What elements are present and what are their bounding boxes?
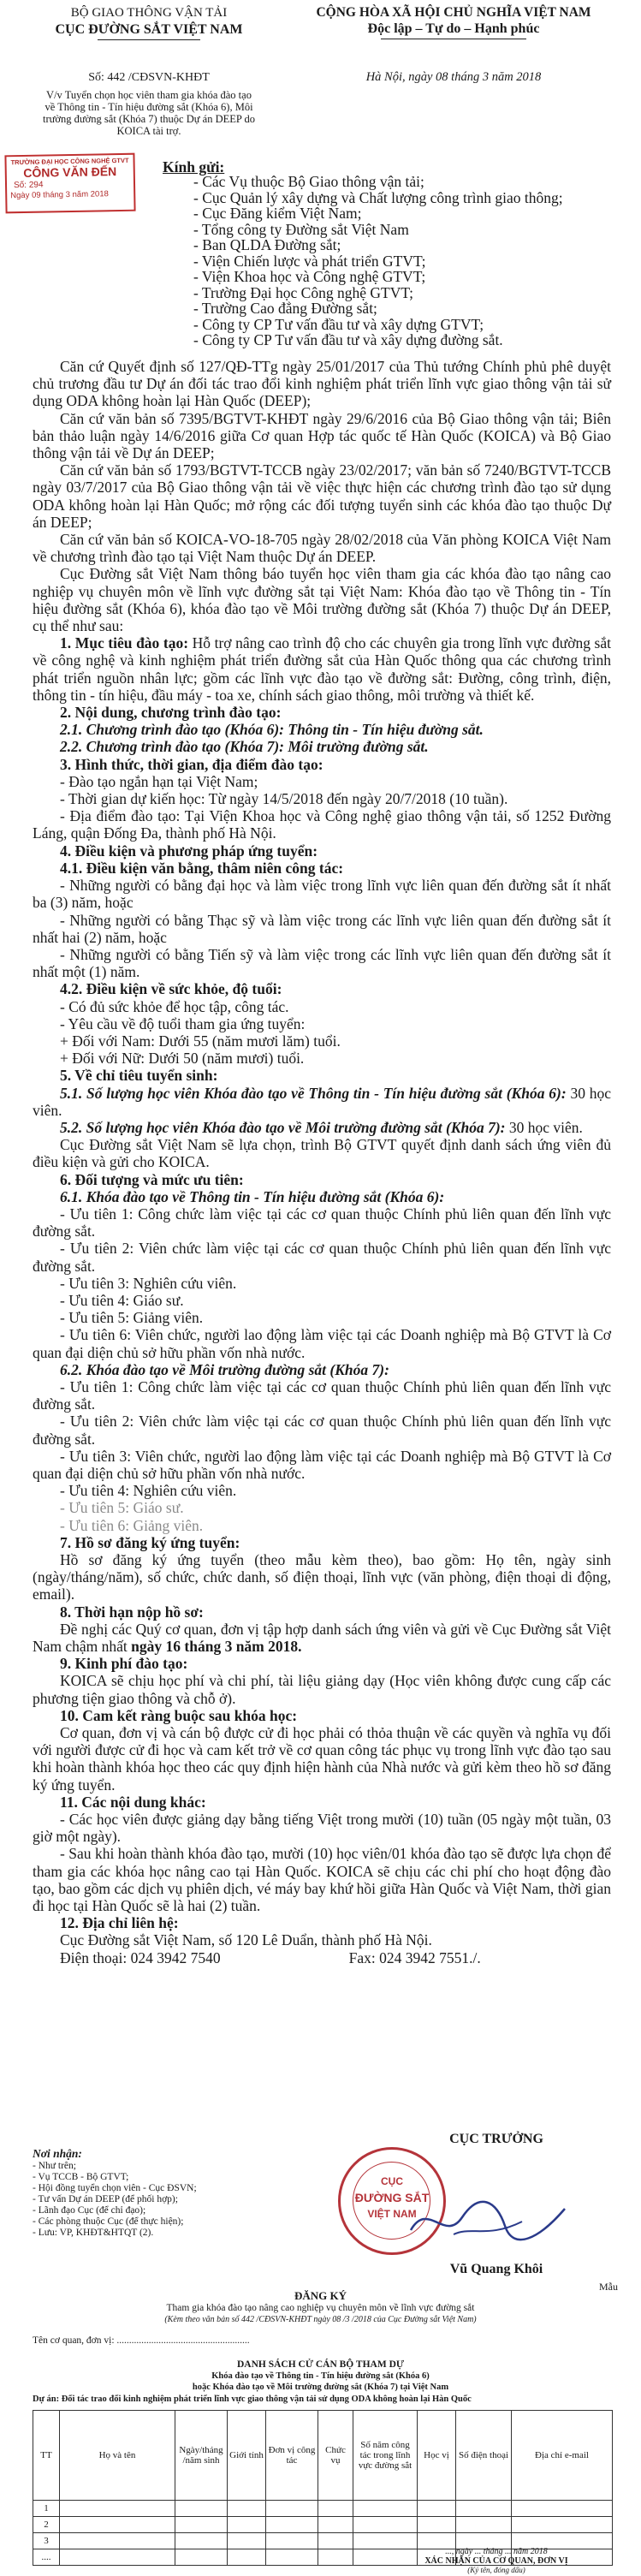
recipient-item: - Trường Cao đẳng Đường sắt; xyxy=(193,300,377,317)
row-number: 1 xyxy=(33,2501,60,2517)
column-header: Đơn vị công tác xyxy=(266,2411,318,2501)
basis-paragraph: Căn cứ Quyết định số 127/QĐ-TTg ngày 25/01/2017 của Thủ tướng Chính phủ phê duyệt chủ trương đầu tư Dự án đối tác trao đổi kinh nghiệm phát triển lĩnh vực giao thông vận tải sử dụng ODA không hoàn lại Hàn Quốc (DEEP); xyxy=(33,358,611,410)
priority-item: - Ưu tiên 1: Công chức làm việc tại các cơ quan thuộc Chính phủ liên quan đến lĩnh vực đường sắt. xyxy=(33,1205,611,1240)
form-date-line: ..., ngày ... tháng ... năm 2018 xyxy=(445,2547,548,2556)
row-number: 2 xyxy=(33,2517,60,2533)
noi-nhan-item: - Tư vấn Dự án DEEP (để phối hợp); xyxy=(33,2194,178,2204)
column-header: TT xyxy=(33,2411,60,2501)
noi-nhan-label: Nơi nhận: xyxy=(33,2147,82,2160)
national-motto: Độc lập – Tự do – Hạnh phúc xyxy=(367,21,540,36)
project-name: Dự án: Đối tác trao đổi kinh nghiệm phát triển lĩnh vực giao thông vận tải sử dụng ODA không hoàn lại Hàn Quốc xyxy=(33,2395,472,2404)
signature-image xyxy=(402,2192,573,2252)
priority-item: - Ưu tiên 2: Viên chức làm việc tại các cơ quan thuộc Chính phủ liên quan đến lĩnh vực đường sắt. xyxy=(33,1240,611,1275)
recipient-item: - Tổng công ty Đường sắt Việt Nam xyxy=(193,220,409,238)
document-subject-text: V/v Tuyển chọn học viên tham gia khóa đào tạo về Thông tin - Tín hiệu đường sắt (Khóa 6), Môi trường đường sắt (Khóa 7) thuộc Dự án DEEP do KOICA tài trợ. xyxy=(43,89,255,137)
section-item: - Đào tạo ngắn hạn tại Việt Nam; xyxy=(60,772,258,790)
recipient-item: - Cục Đăng kiểm Việt Nam; xyxy=(193,205,362,222)
basis-paragraph: Căn cứ văn bản số KOICA-VO-18-705 ngày 28/02/2018 của Văn phòng KOICA Việt Nam về chương trình đào tạo tại Việt Nam thuộc Dự án DEEP. xyxy=(33,531,611,566)
noi-nhan-item: - Như trên; xyxy=(33,2161,76,2171)
section-item: - Những người có bằng Tiến sỹ và làm việc trong các lĩnh vực liên quan đến đường sắt ít nhất một (1) năm. xyxy=(33,945,611,981)
noi-nhan-item: - Lưu: VP, KHĐT&HTQT (2). xyxy=(33,2228,154,2238)
seal-middle-text: ĐƯỜNG SẮT xyxy=(354,2191,430,2204)
basis-paragraph: Căn cứ văn bản số 1793/BGTVT-TCCB ngày 23/02/2017; văn bản số 7240/BGTVT-TCCB ngày 03/7/2017 của Bộ Giao thông vận tải về việc thực hiện các chương trình đào tạo sử dụng ODA không hoàn lại Hàn Quốc; mở rộng các đối tượng tuyển sinh các khóa đào tạo thuộc Dự án DEEP; xyxy=(33,461,611,531)
recipient-item: - Các Vụ thuộc Bộ Giao thông vận tải; xyxy=(193,173,424,190)
noi-nhan-item: - Các phòng thuộc Cục (để thực hiện); xyxy=(33,2216,184,2227)
deadline-text: Đề nghị các Quý cơ quan, đơn vị tập hợp danh sách ứng viên và gửi về Cục Đường sắt Việt Nam chậm nhất xyxy=(33,1620,611,1656)
form-label: Mẫu xyxy=(599,2281,618,2293)
column-header: Địa chỉ e-mail xyxy=(512,2411,613,2501)
stamp-date: Ngày 09 tháng 3 năm 2018 xyxy=(10,189,109,201)
section-item: + Đối với Nữ: Dưới 50 (năm mươi) tuổi. xyxy=(60,1050,305,1068)
section-item: + Đối với Nam: Dưới 55 (năm mươi lăm) tuổi. xyxy=(60,1032,341,1050)
subsection-title: 2.1. Chương trình đào tạo (Khóa 6): Thông tin - Tín hiệu đường sắt. xyxy=(60,721,484,739)
quota-item xyxy=(33,1085,611,1119)
contact-phones xyxy=(33,1949,611,1966)
form-confirm-sub: (Ký tên, đóng dấu) xyxy=(467,2566,525,2574)
section-item: - Những người có bằng Thạc sỹ và làm việc trong các lĩnh vực liên quan đến đường sắt ít nhất hai (2) năm, hoặc xyxy=(33,911,611,946)
section-title: 11. Các nội dung khác: xyxy=(60,1793,206,1811)
subsection-title: 4.1. Điều kiện văn bằng, thâm niên công tác: xyxy=(60,859,344,877)
section-item: - Địa điểm đào tạo: Tại Viện Khoa học và Công nghệ giao thông vận tải, số 1252 Đường Láng, quận Đống Đa, thành phố Hà Nội. xyxy=(33,807,611,842)
section-title: 7. Hồ sơ đăng ký ứng tuyển: xyxy=(60,1533,240,1551)
recipient-item: - Công ty CP Tư vấn đầu tư và xây dựng GTVT; xyxy=(193,315,484,333)
document-date: Hà Nội, ngày 08 tháng 3 năm 2018 xyxy=(365,70,542,84)
table-row xyxy=(33,2517,613,2533)
priority-item: - Ưu tiên 6: Viên chức, người lao động làm việc tại các Doanh nghiệp mà Bộ GTVT là Cơ quan đại diện chủ sở hữu phần vốn nhà nước. xyxy=(33,1326,611,1361)
subsection-title: 6.2. Khóa đào tạo về Môi trường đường sắt (Khóa 7): xyxy=(60,1360,389,1378)
noi-nhan-item: - Vụ TCCB - Bộ GTVT; xyxy=(33,2172,129,2182)
recipient-item: - Cục Quản lý xây dựng và Chất lượng công trình giao thông; xyxy=(193,188,563,206)
contact-phone: Điện thoại: 024 3942 7540 xyxy=(60,1948,221,1966)
seal-bottom-text: VIỆT NAM xyxy=(367,2208,417,2220)
form-subtitle: Tham gia khóa đào tạo nâng cao nghiệp vụ chuyên môn về lĩnh vực đường sắt xyxy=(166,2303,475,2313)
contact-address: Cục Đường sắt Việt Nam, số 120 Lê Duẩn, thành phố Hà Nội. xyxy=(60,1931,432,1949)
section-item: - Những người có bằng đại học và làm việc trong lĩnh vực liên quan đến đường sắt ít nhất ba (3) năm, hoặc xyxy=(33,877,611,912)
agency-name: CỤC ĐƯỜNG SẮT VIỆT NAM xyxy=(55,22,243,37)
contact-fax: Fax: 024 3942 7551./. xyxy=(348,1948,481,1966)
header-left xyxy=(21,5,277,137)
participant-list-subtitle: hoặc Khóa đào tạo về Môi trường đường sắt (Khóa 7) tại Việt Nam xyxy=(192,2383,449,2392)
section-title: 3. Hình thức, thời gian, địa điểm đào tạo: xyxy=(60,755,323,773)
column-header: Chức vụ xyxy=(318,2411,353,2501)
recipients-label: Kính gửi: xyxy=(163,158,225,176)
seal-top-text: CỤC xyxy=(381,2175,403,2187)
subsection-title: 6.1. Khóa đào tạo về Thông tin - Tín hiệu đường sắt (Khóa 6): xyxy=(60,1187,445,1205)
recipient-item: - Viện Chiến lược và phát triển GTVT; xyxy=(193,252,426,270)
ministry-name: BỘ GIAO THÔNG VẬN TẢI xyxy=(70,6,228,20)
country-name: CỘNG HÒA XÃ HỘI CHỦ NGHĨA VIỆT NAM xyxy=(316,5,591,20)
registration-table xyxy=(33,2410,613,2566)
priority-item: - Ưu tiên 2: Viên chức làm việc tại các cơ quan thuộc Chính phủ liên quan đến lĩnh vực đường sắt. xyxy=(33,1413,611,1448)
section-item: - Các học viên được giảng dạy bằng tiếng Việt trong mười (10) tuần (05 ngày một tuần, 03 giờ một ngày). xyxy=(33,1811,611,1846)
deadline-paragraph xyxy=(33,1621,611,1655)
section-item: KOICA sẽ chịu học phí và chi phí, tài liệu giảng dạy (Học viên không được cung cấp các phương tiện giao thông và chỗ ở). xyxy=(33,1672,611,1707)
document-number: Số: 442 /CĐSVN-KHĐT xyxy=(88,71,210,84)
section-item: - Có đủ sức khỏe để học tập, công tác. xyxy=(60,997,289,1015)
section-text: Hỗ trợ nâng cao trình độ cho các chuyên gia trong lĩnh vực đường sắt về công nghệ và kinh nghiệm phát triển đường sắt của Hàn Quốc thông qua các chương trình phát triển nguồn nhân lực; gồm các lĩnh vực đào tạo về đường sắt: Đường, công trình, điện, thông tin - tín hiệu, đầu máy - toa xe, chính sách giao thông, môi trường và thiết kế. xyxy=(33,634,611,704)
header-left-rule xyxy=(98,39,200,40)
section-title: 4. Điều kiện và phương pháp ứng tuyển: xyxy=(60,842,318,860)
section-title: 6. Đối tượng và mức ưu tiên: xyxy=(60,1170,244,1188)
deadline-date: ngày 16 tháng 3 năm 2018. xyxy=(131,1638,302,1656)
participant-list-title: DANH SÁCH CỬ CÁN BỘ THAM DỰ xyxy=(236,2359,405,2370)
document-subject xyxy=(21,89,277,137)
noi-nhan-item: - Hội đồng tuyển chọn viên - Cục ĐSVN; xyxy=(33,2183,197,2193)
section-title: 8. Thời hạn nộp hồ sơ: xyxy=(60,1603,204,1621)
table-row xyxy=(33,2501,613,2517)
stamp-school: TRƯỜNG ĐẠI HỌC CÔNG NGHỆ GTVT xyxy=(10,156,129,167)
document-body xyxy=(33,358,611,1966)
signer-name: Vũ Quang Khôi xyxy=(449,2262,543,2276)
priority-item: - Ưu tiên 5: Giảng viên. xyxy=(60,1309,204,1327)
row-number: .... xyxy=(33,2549,60,2566)
section-1 xyxy=(33,634,611,704)
form-reference: (Kèm theo văn bản số 442 /CĐSVN-KHĐT ngày 08 /3 /2018 của Cục Đường sắt Việt Nam) xyxy=(164,2315,477,2324)
signer-title: CỤC TRƯỞNG xyxy=(449,2132,543,2146)
quota-value: 30 học viên. xyxy=(505,1118,583,1136)
noi-nhan-item: - Lãnh đạo Cục (để chỉ đạo); xyxy=(33,2205,146,2216)
recipient-item: - Viện Khoa học và Công nghệ GTVT; xyxy=(193,268,426,285)
header-right xyxy=(282,5,625,85)
priority-item: - Ưu tiên 1: Công chức làm việc tại các cơ quan thuộc Chính phủ liên quan đến lĩnh vực đường sắt. xyxy=(33,1377,611,1413)
column-header: Giới tính xyxy=(228,2411,266,2501)
recipient-item: - Ban QLDA Đường sắt; xyxy=(193,236,341,253)
section-item: - Thời gian dự kiến học: Từ ngày 14/5/2018 đến ngày 20/7/2018 (10 tuần). xyxy=(60,790,508,808)
priority-item: - Ưu tiên 4: Nghiên cứu viên. xyxy=(60,1482,237,1500)
section-item: - Yêu cầu về độ tuổi tham gia ứng tuyển: xyxy=(60,1014,306,1032)
form-agency-line: Tên cơ quan, đơn vị: ...................................................... xyxy=(33,2335,250,2346)
recipient-item: - Trường Đại học Công nghệ GTVT; xyxy=(193,283,413,301)
participant-table xyxy=(33,2410,613,2566)
section-title: 10. Cam kết ràng buộc sau khóa học: xyxy=(60,1706,298,1724)
column-header: Số năm công tác trong lĩnh vực đường sắt xyxy=(353,2411,418,2501)
priority-item: - Ưu tiên 6: Giảng viên. xyxy=(60,1516,204,1534)
section-title: 1. Mục tiêu đào tạo: xyxy=(60,634,189,652)
priority-item: - Ưu tiên 3: Nghiên cứu viên. xyxy=(60,1274,237,1292)
row-number: 3 xyxy=(33,2533,60,2549)
quota-item xyxy=(33,1119,611,1136)
stamp-number: Số: 294 xyxy=(13,180,44,191)
section-title: 12. Địa chỉ liên hệ: xyxy=(60,1914,179,1932)
section-item: Cơ quan, đơn vị và cán bộ được cử đi học phải có thỏa thuận về các quyền và nghĩa vụ đối với người được cử đi học và cam kết trở về cơ quan công tác phục vụ trong lĩnh vực đào tạo sau khi hoàn thành khóa học theo các quy định hiện hành của Nhà nước và gửi kèm theo hồ sơ đăng ký ứng tuyển. xyxy=(33,1724,611,1794)
quota-label: 5.2. Số lượng học viên Khóa đào tạo về Môi trường đường sắt (Khóa 7): xyxy=(60,1118,506,1136)
section-item: Hồ sơ đăng ký ứng tuyển (theo mẫu kèm theo), bao gồm: Họ tên, ngày sinh (ngày/tháng/năm), số chức, chức danh, số điện thoại, lĩnh vực (văn phòng, điện thoại di động, email). xyxy=(33,1551,611,1603)
basis-paragraph: Căn cứ văn bản số 7395/BGTVT-KHĐT ngày 29/6/2016 của Bộ Giao thông vận tải; Biên bản thảo luận ngày 14/6/2016 giữa Cơ quan Hợp tác quốc tế Hàn Quốc (KOICA) và Bộ Giao thông vận tải về Dự án DEEP; xyxy=(33,409,611,462)
subsection-title: 2.2. Chương trình đào tạo (Khóa 7): Môi trường đường sắt. xyxy=(60,738,429,756)
participant-list-subtitle: Khóa đào tạo về Thông tin - Tín hiệu đường sắt (Khóa 6) xyxy=(211,2371,430,2381)
incoming-document-stamp xyxy=(4,153,135,214)
section-title: 5. Về chỉ tiêu tuyển sinh: xyxy=(60,1067,218,1085)
section-item: Cục Đường sắt Việt Nam sẽ lựa chọn, trình Bộ GTVT quyết định danh sách ứng viên đủ điều kiện và gửi cho KOICA. xyxy=(33,1136,611,1171)
recipients-footer xyxy=(33,2147,246,2239)
announcement-paragraph: Cục Đường sắt Việt Nam thông báo tuyển học viên tham gia các khóa đào tạo nâng cao nghiệp vụ chuyên môn về lĩnh vực đường sắt tại Việt Nam: Khóa đào tạo về Thông tin - Tín hiệu đường sắt (Khóa 6), khóa đào tạo về Môi trường đường sắt (Khóa 7) thuộc Dự án DEEP, cụ thể như sau: xyxy=(33,565,611,635)
column-header: Ngày/tháng /năm sinh xyxy=(175,2411,228,2501)
stamp-title: CÔNG VĂN ĐẾN xyxy=(23,164,117,180)
subsection-title: 4.2. Điều kiện về sức khỏe, độ tuổi: xyxy=(60,980,282,998)
section-item: - Sau khi hoàn thành khóa đào tạo, mười (10) học viên/01 khóa đào tạo sẽ được lựa chọn để tham gia các khóa học nâng cao tại Hàn Quốc. KOICA sẽ chịu các chi phí cho hoạt động đào tạo, bao gồm các dịch vụ phiên dịch, vé máy bay khứ hồi giữa Hàn Quốc và Việt Nam, thời gian đi học tại Hàn Quốc sẽ là hai (2) tuần. xyxy=(33,1845,611,1915)
section-title: 9. Kinh phí đào tạo: xyxy=(60,1655,188,1673)
table-header-row xyxy=(33,2411,613,2501)
priority-item: - Ưu tiên 4: Giáo sư. xyxy=(60,1291,184,1309)
section-title: 2. Nội dung, chương trình đào tạo: xyxy=(60,704,282,722)
recipients-list xyxy=(193,174,621,348)
form-title: ĐĂNG KÝ xyxy=(294,2289,347,2302)
recipient-item: - Công ty CP Tư vấn đầu tư và xây dựng đường sắt. xyxy=(193,331,503,348)
column-header: Số điện thoại xyxy=(456,2411,512,2501)
quota-value: 30 học viên. xyxy=(33,1084,611,1119)
column-header: Họ và tên xyxy=(60,2411,175,2501)
quota-label: 5.1. Số lượng học viên Khóa đào tạo về Thông tin - Tín hiệu đường sắt (Khóa 6): xyxy=(60,1084,567,1102)
priority-item: - Ưu tiên 3: Viên chức, người lao động làm việc tại các Doanh nghiệp mà Bộ GTVT là Cơ quan đại diện chủ sở hữu phần vốn nhà nước. xyxy=(33,1447,611,1482)
form-confirm-title: XÁC NHẬN CỦA CƠ QUAN, ĐƠN VỊ xyxy=(424,2556,568,2566)
column-header: Học vị xyxy=(418,2411,456,2501)
priority-item: - Ưu tiên 5: Giáo sư. xyxy=(60,1499,184,1517)
